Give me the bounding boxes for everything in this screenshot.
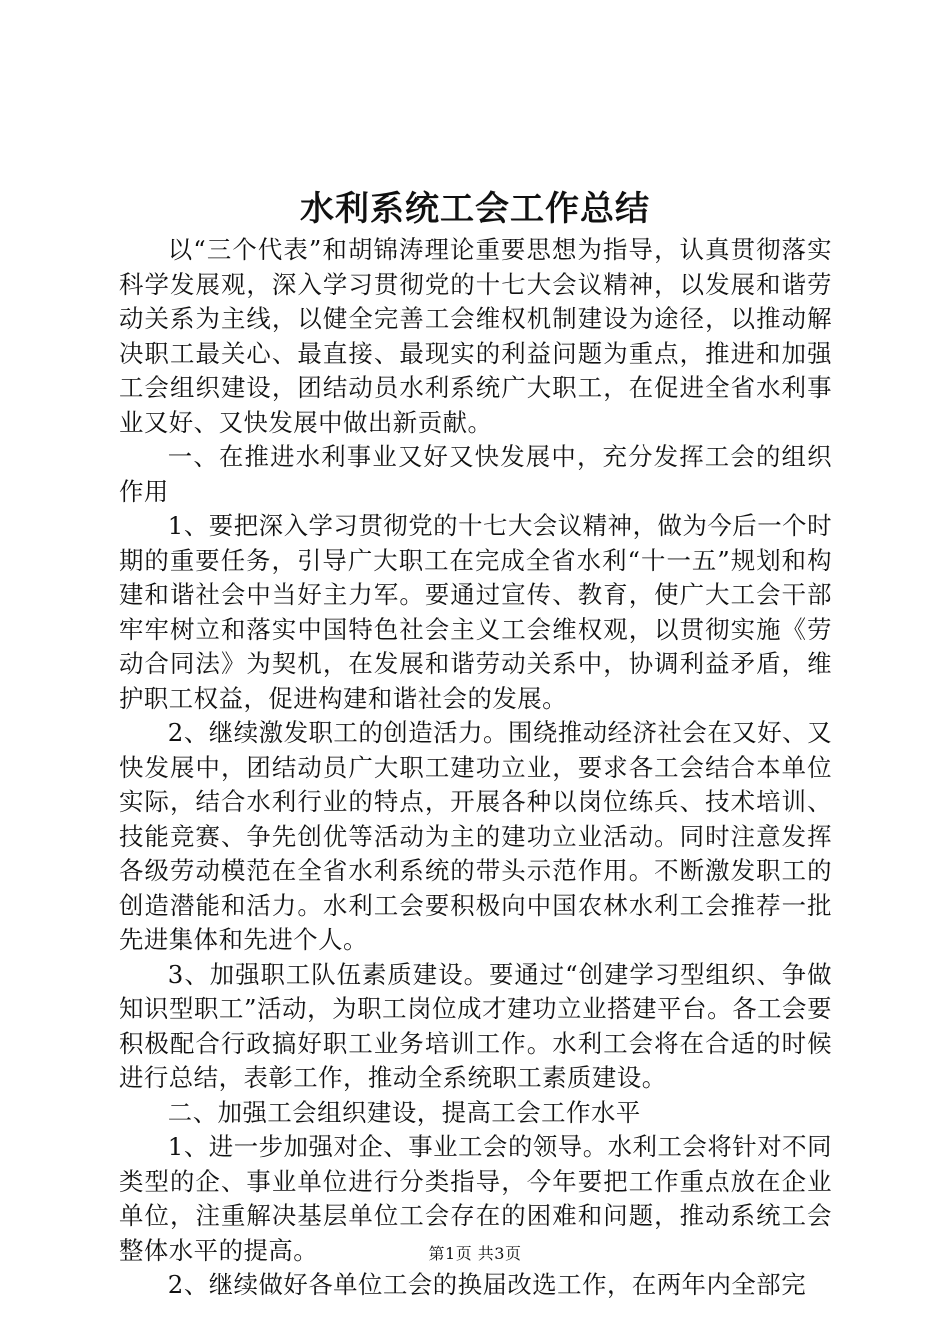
- paragraph-1-3: 3、加强职工队伍素质建设。要通过“创建学习型组织、争做知识型职工”活动，为职工岗位成才建功立业搭建平台。各工会要积极配合行政搞好职工业务培训工作。水利工会将在合适的时候进行总结，表彰工作，推动全系统职工素质建设。: [119, 959, 832, 1092]
- document-body: [119, 233, 832, 1303]
- section-heading-2: 二、加强工会组织建设，提高工会工作水平: [167, 1097, 641, 1127]
- paragraph-1-1: 1、要把深入学习贯彻党的十七大会议精神，做为今后一个时期的重要任务，引导广大职工在完成全省水利“十一五”规划和构建和谐社会中当好主力军。要通过宣传、教育，使广大工会干部牢牢树立和落实中国特色社会主义工会维权观，以贯彻实施《劳动合同法》为契机，在发展和谐劳动关系中，协调利益矛盾，维护职工权益，促进构建和谐社会的发展。: [119, 511, 832, 713]
- document-title: 水利系统工会工作总结: [300, 189, 650, 229]
- paragraph-intro: 以“三个代表”和胡锦涛理论重要思想为指导，认真贯彻落实科学发展观，深入学习贯彻党的十七大会议精神，以发展和谐劳动关系为主线，以健全完善工会维权机制建设为途径，以推动解决职工最关心、最直接、最现实的利益问题为重点，推进和加强工会组织建设，团结动员水利系统广大职工，在促进全省水利事业又好、又快发展中做出新贡献。: [119, 235, 832, 437]
- paragraph-2-1: 1、进一步加强对企、事业工会的领导。水利工会将针对不同类型的企、事业单位进行分类指导，今年要把工作重点放在企业单位，注重解决基层单位工会存在的困难和问题，推动系统工会整体水平的提高。: [119, 1132, 832, 1265]
- paragraph-1-2: 2、继续激发职工的创造活力。围绕推动经济社会在又好、又快发展中，团结动员广大职工建功立业，要求各工会结合本单位实际，结合水利行业的特点，开展各种以岗位练兵、技术培训、技能竞赛、争先创优等活动为主的建功立业活动。同时注意发挥各级劳动模范在全省水利系统的带头示范作用。不断激发职工的创造潜能和活力。水利工会要积极向中国农林水利工会推荐一批先进集体和先进个人。: [119, 718, 832, 954]
- section-heading-1: 一、在推进水利事业又好又快发展中，充分发挥工会的组织作用: [119, 442, 832, 506]
- page-footer: 第1页 共3页: [428, 1244, 522, 1263]
- paragraph-2-2: 2、继续做好各单位工会的换届改选工作，在两年内全部完: [167, 1270, 807, 1299]
